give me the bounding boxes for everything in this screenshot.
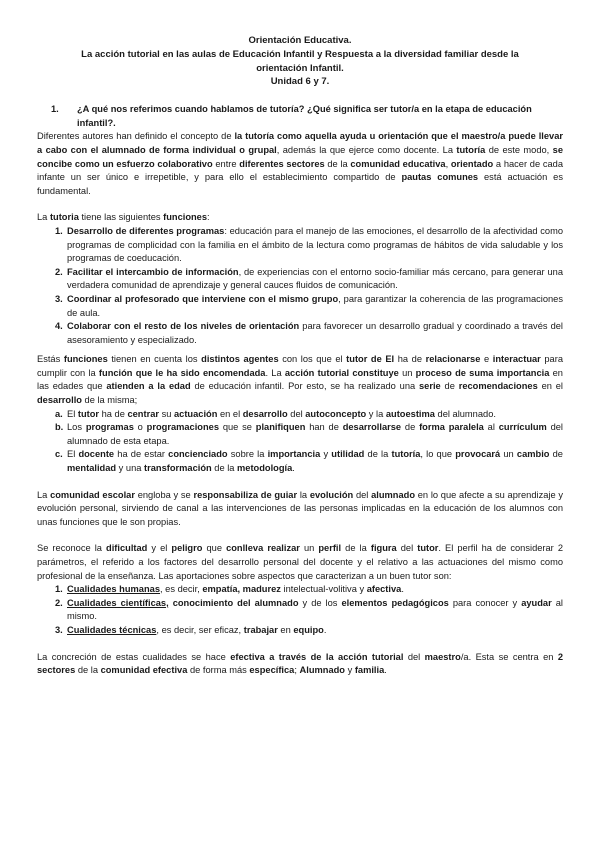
functions-list bbox=[37, 225, 563, 347]
list-item: 3. Cualidades técnicas, es decir, ser eficaz, trabajar en equipo. bbox=[55, 624, 327, 635]
header-title: La acción tutorial en las aulas de Educación Infantil y Respuesta a la diversidad familiar desde la bbox=[81, 48, 519, 60]
list-item: 3. Coordinar al profesorado que interviene con el mismo grupo, para garantizar la coherencia de las programaciones de aula. bbox=[55, 293, 564, 318]
question-number: 1. bbox=[51, 104, 59, 115]
paragraph-tutor-profile: Se reconoce la dificultad y el peligro que conlleva realizar un perfil de la figura del tutor. El perfil ha de considerar 2 parámetros, el referido a los factores del desarrollo personal del docente y el relativo a las actuaciones del mismo como profesional de la enseñanza. Las aportaciones sobre aspectos que caracterizan a un buen tutor son: bbox=[37, 543, 563, 581]
list-item: 1. Cualidades humanas, es decir, empatía, madurez intelectual-volitiva y afectiva. bbox=[55, 584, 404, 595]
list-item: a. El tutor ha de centrar su actuación en el desarrollo del autoconcepto y la autoestima del alumnado. bbox=[55, 408, 496, 419]
list-item: c. El docente ha de estar concienciado sobre la importancia y utilidad de la tutoría, lo que provocará un cambio de mentalidad y una transformación de la metodología. bbox=[55, 449, 563, 474]
question-text: ¿A qué nos referimos cuando hablamos de tutoría? ¿Qué significa ser tutor/a en la etapa de educación infantil?. bbox=[77, 104, 532, 128]
list-item: 2. Cualidades científicas, conocimiento del alumnado y de los elementos pedagógicos para conocer y ayudar al mismo. bbox=[55, 597, 563, 622]
list-item: 4. Colaborar con el resto de los niveles de orientación para favorecer un desarrollo gradual y coordinado a través del asesoramiento y especializado. bbox=[55, 321, 563, 345]
functions-intro: La tutoria tiene las siguientes funciones: bbox=[37, 212, 210, 223]
header-subject: Orientación Educativa. bbox=[248, 35, 352, 46]
question-heading bbox=[37, 103, 563, 130]
list-item: 2. Facilitar el intercambio de información, de experiencias con el entorno socio-familiar más cercano, para generar una verdadera comunidad de aprendizaje y general cauces fluidos de comunicación. bbox=[55, 266, 563, 291]
paragraph-tutoria-definition: Diferentes autores han definido el concepto de la tutoría como aquella ayuda u orientación que el maestro/a puede llevar a cabo con el alumnado de forma individual o grupal, además la que ejerce como docente. La tutoría de este modo, se concibe como un esfuerzo colaborativo entre diferentes sectores de la comunidad educativa, orientado a hacer de cada infante un ser único e irrepetible, y para ello el establecimiento compartido de pautas comunes está actuación es fundamental. bbox=[37, 131, 563, 196]
paragraph-school-community: La comunidad escolar engloba y se responsabiliza de guiar la evolución del alumnado en lo que afecte a su aprendizaje y evolución personal, sirviendo de canal a las intervenciones de las personas implicadas en la educación de los alumnos con unas funciones que le son propias. bbox=[37, 489, 564, 527]
list-item: 1. Desarrollo de diferentes programas: educación para el manejo de las emociones, el desarrollo de la afectividad como programas de complicidad con la familia en el ámbito de la lectura como programas de hábitos de vida saludable y los programas de coeducación. bbox=[55, 225, 563, 264]
header-title-cont: orientación Infantil. bbox=[256, 62, 344, 74]
qualities-list bbox=[37, 583, 563, 637]
paragraph-qualities-conclusion: La concreción de estas cualidades se hace efectiva a través de la acción tutorial del maestro/a. Esta se centra en 2 sectores de la comunidad efectiva de forma más específica; Alumnado y familia. bbox=[37, 651, 563, 676]
list-item: b. Los programas o programaciones que se planifiquen han de desarrollarse de forma paralela al currículum del alumnado de esta etapa. bbox=[55, 422, 563, 446]
header-unit: Unidad 6 y 7. bbox=[270, 76, 330, 88]
paragraph-agents: Estás funciones tienen en cuenta los distintos agentes con los que el tutor de EI ha de relacionarse e interactuar para cumplir con la función que le ha sido encomendada. La acción tutorial constituye un proceso de suma importancia en las edades que atienden a la edad de educación infantil. Por esto, se ha realizado una serie de recomendaciones en el desarrollo de la misma; bbox=[37, 354, 563, 406]
recommendations-list bbox=[37, 408, 563, 476]
document-header bbox=[37, 34, 563, 89]
